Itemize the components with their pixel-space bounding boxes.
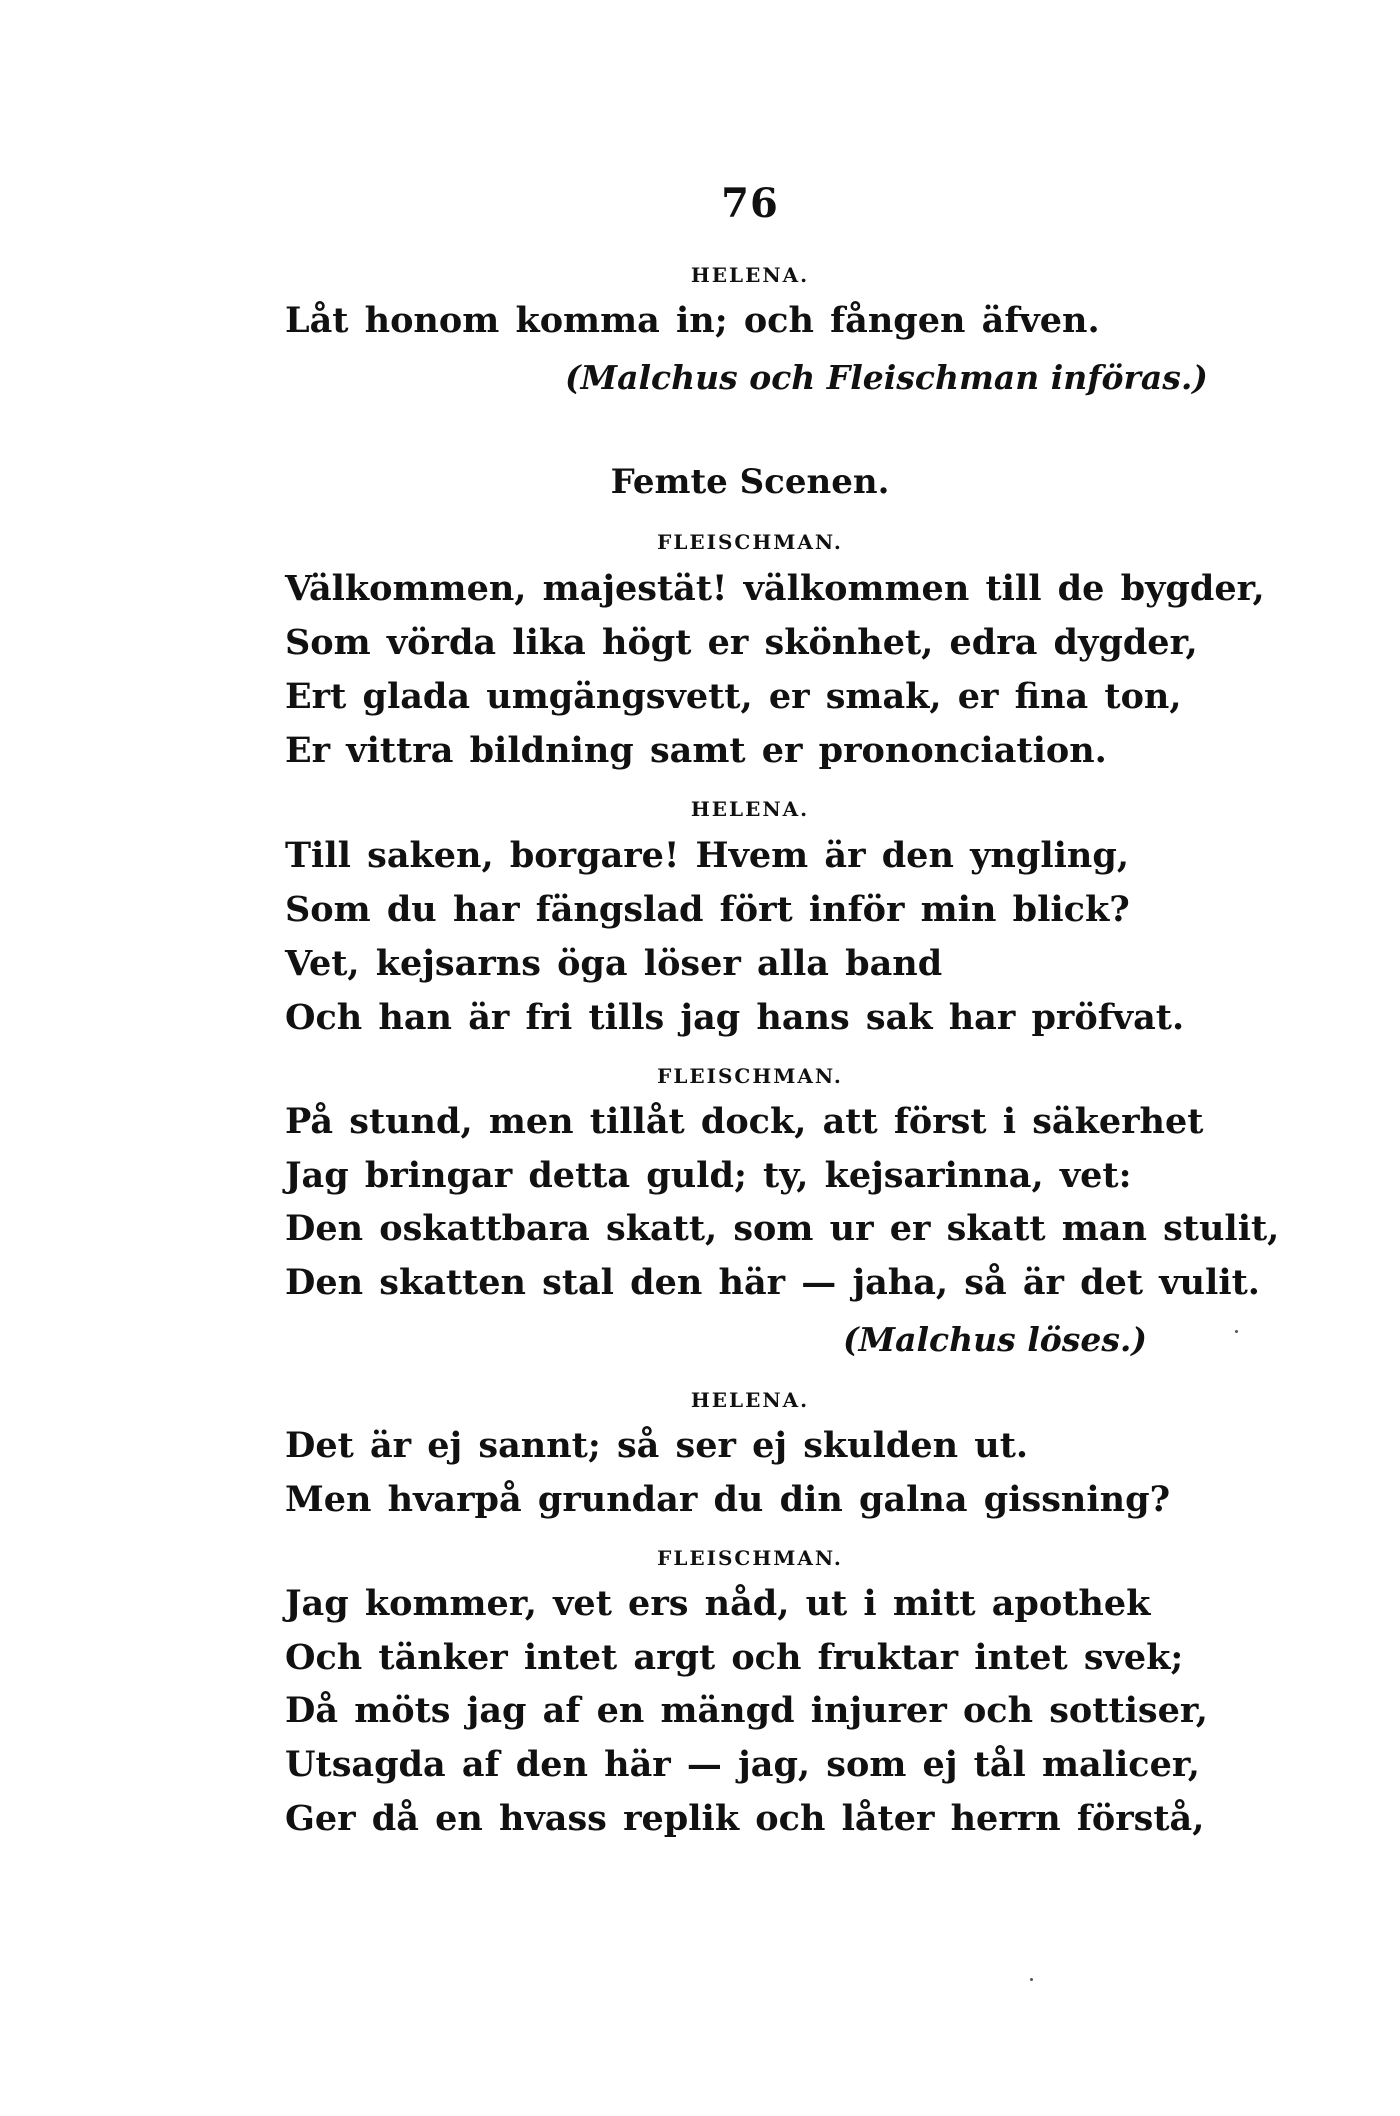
verse-line: Välkommen, majestät! välkommen till de bygder, — [285, 568, 1265, 609]
speaker-name: FLEISCHMAN. — [657, 530, 843, 554]
verse-line: Men hvarpå grundar du din galna gissning? — [285, 1479, 1171, 1520]
verse-line: Som vörda lika högt er skönhet, edra dygder, — [285, 622, 1198, 663]
verse-line: Den oskattbara skatt, som ur er skatt man stulit, — [285, 1208, 1280, 1249]
verse-line: Ger då en hvass replik och låter herrn förstå, — [285, 1798, 1205, 1839]
verse-line: Jag bringar detta guld; ty, kejsarinna, vet: — [285, 1155, 1132, 1196]
verse-line: Vet, kejsarns öga löser alla band — [285, 943, 943, 984]
speaker-name: FLEISCHMAN. — [657, 1064, 843, 1088]
verse-line: Som du har fängslad fört inför min blick? — [285, 889, 1130, 930]
page-number: 76 — [721, 180, 779, 227]
verse-line: Då möts jag af en mängd injurer och sottiser, — [285, 1690, 1208, 1731]
verse-line: Er vittra bildning samt er prononciation. — [285, 730, 1107, 771]
verse-line: Det är ej sannt; så ser ej skulden ut. — [285, 1425, 1029, 1466]
verse-line: Jag kommer, vet ers nåd, ut i mitt apothek — [285, 1583, 1151, 1624]
speaker-name: HELENA. — [690, 797, 810, 821]
verse-line: Låt honom komma in; och fången äfven. — [285, 300, 1100, 341]
print-speck — [1235, 1330, 1238, 1333]
verse-line: Och tänker intet argt och fruktar intet svek; — [285, 1637, 1184, 1678]
verse-line: Till saken, borgare! Hvem är den yngling, — [285, 835, 1130, 876]
speaker-name: HELENA. — [690, 1388, 810, 1412]
speaker-name: HELENA. — [690, 263, 810, 287]
verse-line: På stund, men tillåt dock, att först i säkerhet — [285, 1101, 1204, 1142]
verse-line: Ert glada umgängsvett, er smak, er fina ton, — [285, 676, 1182, 717]
stage-direction: (Malchus löses.) — [843, 1320, 1148, 1359]
stage-direction: (Malchus och Fleischman införas.) — [565, 358, 1208, 397]
verse-line: Och han är fri tills jag hans sak har pröfvat. — [285, 997, 1185, 1038]
scene-title: Femte Scenen. — [610, 462, 890, 502]
print-speck — [1030, 1978, 1033, 1981]
verse-line: Den skatten stal den här — jaha, så är det vulit. — [285, 1262, 1260, 1303]
verse-line: Utsagda af den här — jag, som ej tål malicer, — [285, 1744, 1200, 1785]
speaker-name: FLEISCHMAN. — [657, 1546, 843, 1570]
